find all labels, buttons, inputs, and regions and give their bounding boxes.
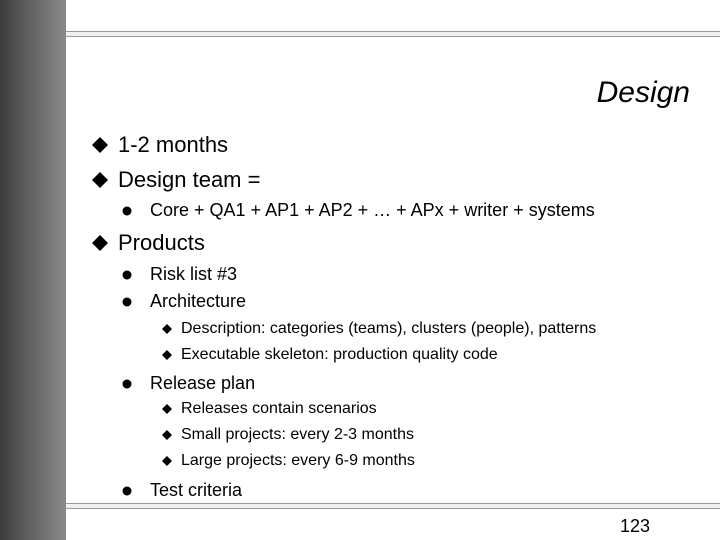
diamond-bullet-icon xyxy=(92,235,108,251)
sub-sub-bullet-executable-skeleton xyxy=(162,346,498,364)
sub-bullet-team-composition xyxy=(122,200,595,221)
sub-bullet-risk-list xyxy=(122,264,237,285)
page-number: 123 xyxy=(620,516,651,536)
round-bullet-icon xyxy=(122,206,132,216)
round-bullet-icon xyxy=(122,486,132,496)
round-bullet-icon xyxy=(122,270,132,280)
bullet-text: Risk list #3 xyxy=(150,264,238,284)
bullet-text: Design team = xyxy=(118,167,261,192)
bullet-design-team xyxy=(92,167,260,193)
diamond-bullet-icon xyxy=(92,172,108,188)
round-bullet-icon xyxy=(122,297,132,307)
diamond-bullet-icon xyxy=(162,324,172,334)
sub-bullet-release-plan xyxy=(122,373,255,394)
diamond-bullet-icon xyxy=(162,350,172,360)
sub-bullet-test-criteria xyxy=(122,480,242,501)
diamond-bullet-icon xyxy=(162,430,172,440)
bullet-text: Description: categories (teams), clusters (people), patterns xyxy=(181,320,597,337)
slide-title: Design xyxy=(596,76,690,109)
slide-sidebar xyxy=(0,0,66,540)
bullet-products xyxy=(92,230,205,256)
diamond-bullet-icon xyxy=(162,456,172,466)
bullet-text: Executable skeleton: production quality code xyxy=(181,346,498,363)
top-divider xyxy=(66,31,720,37)
bullet-text: Release plan xyxy=(150,373,256,393)
round-bullet-icon xyxy=(122,379,132,389)
diamond-bullet-icon xyxy=(162,404,172,414)
sub-sub-bullet-large-projects xyxy=(162,452,415,470)
bullet-text: Test criteria xyxy=(150,480,243,500)
bullet-text: Core + QA1 + AP1 + AP2 + … + APx + writer + systems xyxy=(150,200,595,220)
bullet-text: Releases contain scenarios xyxy=(181,400,377,417)
bullet-text: Small projects: every 2-3 months xyxy=(181,426,414,443)
sub-sub-bullet-small-projects xyxy=(162,426,414,444)
bullet-duration xyxy=(92,132,228,158)
bullet-text: 1-2 months xyxy=(118,132,229,157)
sub-sub-bullet-description xyxy=(162,320,596,338)
sub-sub-bullet-releases xyxy=(162,400,377,418)
bullet-text: Architecture xyxy=(150,291,247,311)
bullet-text: Products xyxy=(118,230,205,255)
sub-bullet-architecture xyxy=(122,291,246,312)
diamond-bullet-icon xyxy=(92,137,108,153)
bullet-text: Large projects: every 6-9 months xyxy=(181,452,415,469)
bottom-divider xyxy=(66,503,720,509)
